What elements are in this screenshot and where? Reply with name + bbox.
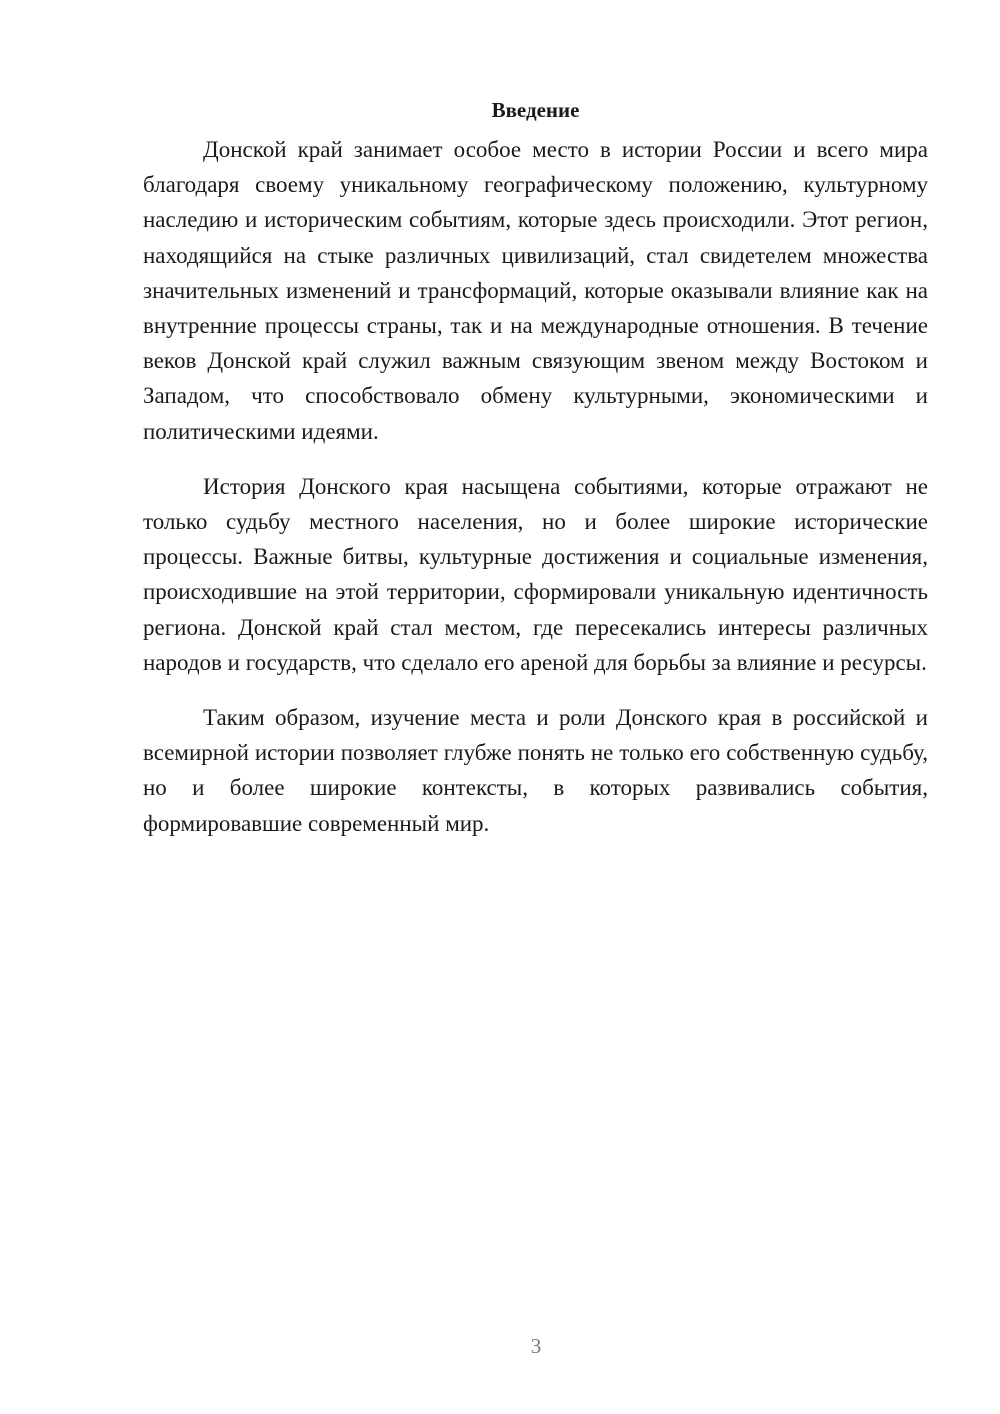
paragraph-1: Донской край занимает особое место в истории России и всего мира благодаря своему уникальному географическому положению, культурному наследию и историческим событиям, которые здесь происходили. Этот регион, находящийся на стыке различных цивилизаций, стал свидетелем множества значительных изменений и трансформаций, которые оказывали влияние как на внутренние процессы страны, так и на международные отношения. В течение веков Донской край служил важным связующим звеном между Востоком и Западом, что способствовало обмену культурными, экономическими и политическими идеями. bbox=[143, 137, 928, 444]
paragraph-2: История Донского края насыщена событиями, которые отражают не только судьбу местного населения, но и более широкие исторические процессы. Важные битвы, культурные достижения и социальные изменения, происходившие на этой территории, сформировали уникальную идентичность региона. Донской край стал местом, где пересекались интересы различных народов и государств, что сделало его ареной для борьбы за влияние и ресурсы. bbox=[143, 473, 928, 675]
page-content bbox=[143, 93, 928, 861]
paragraph-3: Таким образом, изучение места и роли Донского края в российской и всемирной истории позволяет глубже понять не только его собственную судьбу, но и более широкие контексты, в которых развивались события, формировавшие современный мир. bbox=[143, 705, 928, 836]
page-number: 3 bbox=[530, 1334, 542, 1358]
section-title: Введение bbox=[491, 98, 580, 122]
